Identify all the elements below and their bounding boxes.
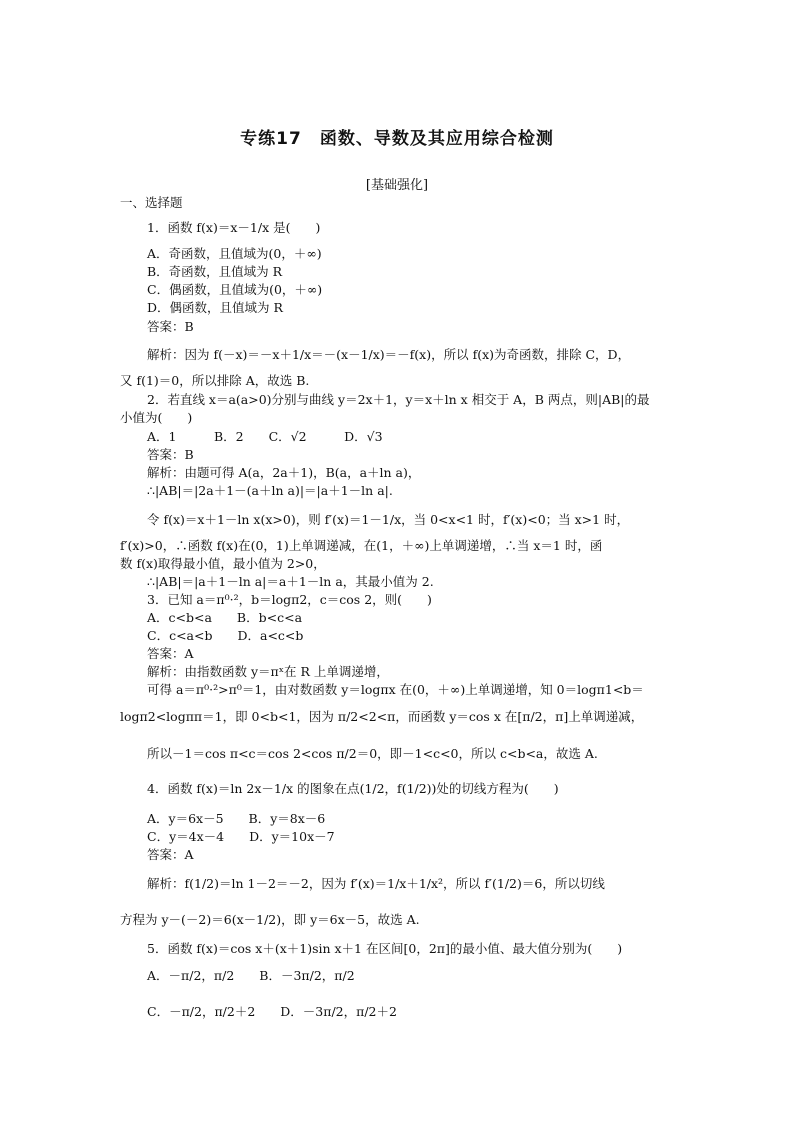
text-line: 所以－1＝cos π<c＝cos 2<cos π/2＝0，即－1<c<0，所以 c<b<a，故选 A. <box>147 746 598 761</box>
text-line: 答案：B <box>147 319 194 334</box>
text-line: C．偶函数，且值域为(0，＋∞) <box>147 282 323 297</box>
text-line: A．y＝6x－5 B．y＝8x－6 <box>147 811 326 826</box>
text-line: C．c<a<b D．a<c<b <box>147 628 304 643</box>
text-line: 解析：f(1/2)＝ln 1－2＝－2，因为 f′(x)＝1/x＋1/x²，所以 f′(1/2)＝6，所以切线 <box>147 876 605 891</box>
text-line: 4．函数 f(x)＝ln 2x－1/x 的图象在点(1/2，f(1/2))处的切线方程为( ) <box>147 781 559 796</box>
text-line: 方程为 y－(－2)＝6(x－1/2)，即 y＝6x－5，故选 A. <box>120 912 420 927</box>
text-line: D．偶函数，且值域为 R <box>147 300 283 315</box>
text-line: 小值为( ) <box>120 410 193 425</box>
text-line: ∴|AB|＝|a＋1－ln a|＝a＋1－ln a，其最小值为 2. <box>147 574 434 589</box>
text-line: 令 f(x)＝x＋1－ln x(x>0)，则 f′(x)＝1－1/x，当 0<x<1 时，f′(x)<0；当 x>1 时， <box>147 512 630 527</box>
text-line: 1．函数 f(x)＝x－1/x 是( ) <box>147 220 321 235</box>
text-line: 3．已知 a＝π⁰·²，b＝logπ2，c＝cos 2，则( ) <box>147 592 432 607</box>
text-line: 答案：B <box>147 447 194 462</box>
text-line: A．1 B．2 C．√2 D．√3 <box>147 429 383 444</box>
text-line: ∴|AB|＝|2a＋1－(a＋ln a)|＝|a＋1－ln a|. <box>147 483 393 498</box>
text-line: 答案：A <box>147 646 194 661</box>
text-line: 解析：由题可得 A(a，2a＋1)，B(a，a＋ln a)， <box>147 465 421 480</box>
text-line: 解析：因为 f(－x)＝－x＋1/x＝－(x－1/x)＝－f(x)，所以 f(x)为奇函数，排除 C，D， <box>147 347 631 362</box>
text-line: 数 f(x)取得最小值，最小值为 2>0， <box>120 556 326 571</box>
text-line: logπ2<logππ＝1，即 0<b<1，因为 π/2<2<π，而函数 y＝cos x 在[π/2，π]上单调递减， <box>120 709 644 724</box>
text-line: 解析：由指数函数 y＝πˣ在 R 上单调递增， <box>147 664 389 679</box>
text-line: 5．函数 f(x)＝cos x＋(x＋1)sin x＋1 在区间[0，2π]的最小值、最大值分别为( ) <box>147 941 623 956</box>
page-title: 专练17 函数、导数及其应用综合检测 <box>240 129 554 149</box>
text-line: 可得 a＝π⁰·²>π⁰＝1，由对数函数 y＝logπx 在(0，＋∞)上单调递增，知 0＝logπ1<b＝ <box>147 682 644 697</box>
text-line: A．奇函数，且值域为(0，＋∞) <box>147 246 322 261</box>
text-line: f′(x)>0，∴函数 f(x)在(0，1)上单调递减，在(1，＋∞)上单调递增，∴当 x＝1 时，函 <box>120 538 603 553</box>
text-line: A．－π/2，π/2 B．－3π/2，π/2 <box>147 968 355 983</box>
text-line: C．－π/2，π/2＋2 D．－3π/2，π/2＋2 <box>147 1004 397 1019</box>
text-line: 一、选择题 <box>120 195 183 210</box>
text-line: 又 f(1)＝0，所以排除 A，故选 B. <box>120 373 310 388</box>
section-heading: [基础强化] <box>365 178 429 193</box>
text-line: B．奇函数，且值域为 R <box>147 264 283 279</box>
text-line: 2．若直线 x＝a(a>0)分别与曲线 y＝2x＋1，y＝x＋ln x 相交于 A，B 两点，则|AB|的最 <box>147 392 650 407</box>
text-line: 答案：A <box>147 847 194 862</box>
text-line: A．c<b<a B．b<c<a <box>147 610 303 625</box>
text-line: C．y＝4x－4 D．y＝10x－7 <box>147 829 335 844</box>
